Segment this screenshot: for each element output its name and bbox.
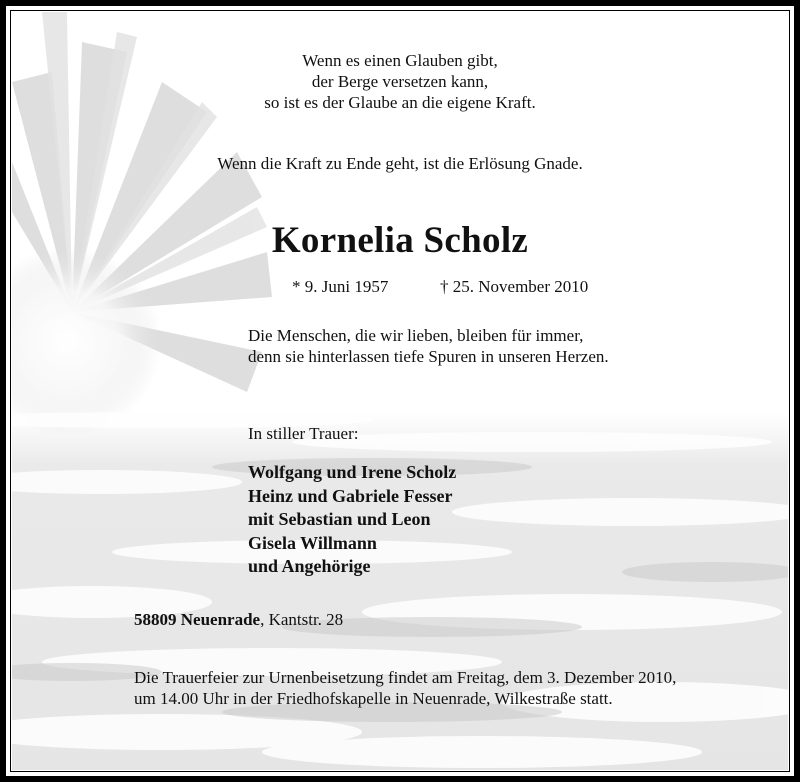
- opening-verse: [0, 50, 800, 113]
- memorial-quote: [248, 325, 609, 367]
- quote-line: Die Menschen, die wir lieben, bleiben für immer,: [248, 326, 584, 345]
- address-city: 58809 Neuenrade: [134, 610, 261, 629]
- mourning-heading: In stiller Trauer:: [248, 424, 359, 443]
- second-verse: Wenn die Kraft zu Ende geht, ist die Erlösung Gnade.: [217, 154, 583, 173]
- service-line: um 14.00 Uhr in der Friedhofskapelle in Neuenrade, Wilkestraße statt.: [134, 689, 613, 708]
- deceased-name: Kornelia Scholz: [271, 220, 529, 261]
- mourner-name: mit Sebastian und Leon: [248, 509, 431, 529]
- verse-line: der Berge versetzen kann,: [311, 72, 489, 91]
- mourner-name: Heinz und Gabriele Fesser: [248, 485, 453, 506]
- address: [134, 610, 343, 630]
- verse-line: so ist es der Glaube an die eigene Kraft.: [264, 93, 536, 112]
- quote-line: denn sie hinterlassen tiefe Spuren in unseren Herzen.: [248, 347, 609, 366]
- death-date: † 25. November 2010: [440, 277, 589, 296]
- verse-line: Wenn es einen Glauben gibt,: [302, 51, 498, 70]
- mourner-name: und Angehörige: [248, 556, 371, 576]
- mourner-name: Gisela Willmann: [248, 532, 377, 553]
- service-announcement: [134, 667, 676, 709]
- mourner-name: Wolfgang und Irene Scholz: [248, 462, 457, 482]
- service-line: Die Trauerfeier zur Urnenbeisetzung findet am Freitag, dem 3. Dezember 2010,: [134, 668, 677, 687]
- mourners-list: [248, 461, 456, 579]
- address-street: , Kantstr. 28: [260, 610, 344, 629]
- birth-date: * 9. Juni 1957: [292, 277, 389, 296]
